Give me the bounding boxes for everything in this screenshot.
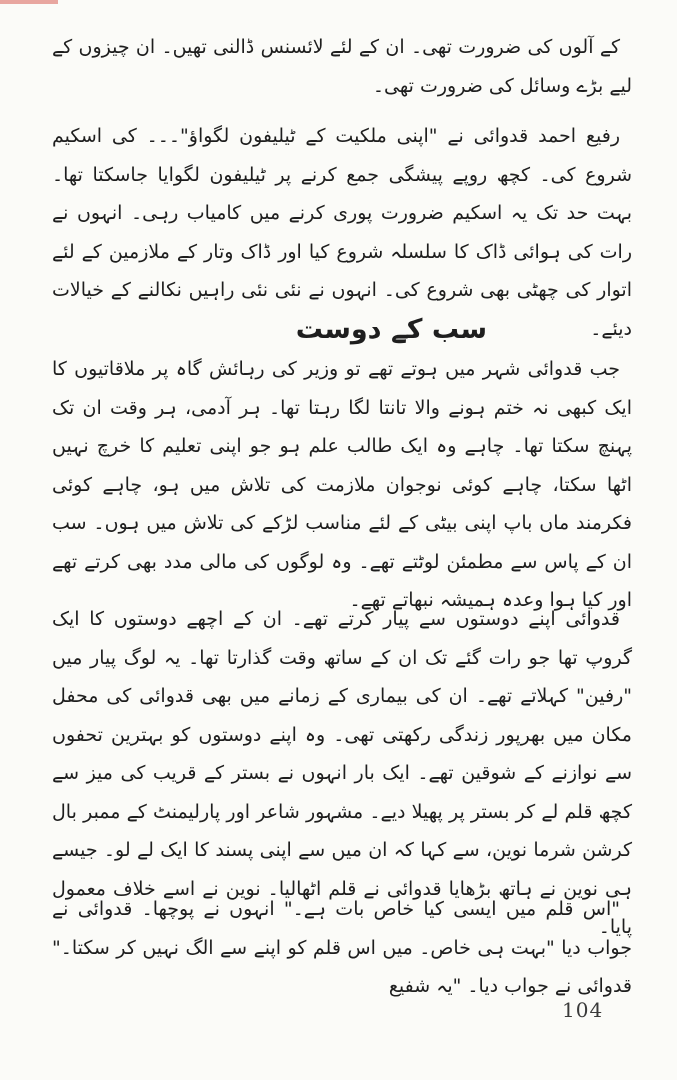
paragraph-3	[52, 350, 632, 620]
paragraph-1-text: کے آلوں کی ضرورت تھی۔ ان کے لئے لائسنس ڈالنی تھیں۔ ان چیزوں کے لیے بڑے وسائل کی ضرورت تھی۔	[52, 36, 632, 97]
paragraph-5-text: "اس قلم میں ایسی کیا خاص بات ہے۔" انہوں نے پوچھا۔ قدوائی نے جواب دیا "بہت ہی خاص۔ میں اس قلم کو اپنے سے الگ نہیں کر سکتا۔" قدوائی نے جواب دیا۔ "یہ شفیع	[52, 898, 632, 997]
page-number: 104	[562, 998, 604, 1022]
paragraph-2-text: رفیع احمد قدوائی نے "اپنی ملکیت کے ٹیلیفون لگواؤ"۔۔۔ کی اسکیم شروع کی۔ کچھ روپے پیشگی جمع کرنے پر ٹیلیفون لگوایا جاسکتا تھا۔ بہت حد تک یہ اسکیم ضرورت پوری کرنے میں کامیاب رہی۔ انہوں نے رات کی ہوائی ڈاک کا سلسلہ شروع کیا اور ڈاک وتار کے ملازمین کے لئے اتوار کی چھٹی بھی شروع کی۔ انہوں نے نئی نئی راہیں نکالنے کے خیالات دیئے۔	[52, 125, 632, 340]
section-heading: سب کے دوست	[295, 314, 487, 345]
paragraph-1	[52, 28, 632, 105]
paragraph-4-text: قدوائی اپنے دوستوں سے پیار کرتے تھے۔ ان کے اچھے دوستوں کا ایک گروپ تھا جو رات گئے تک ان کے ساتھ وقت گذارتا تھا۔ یہ لوگ پیار میں "رفین" کہلاتے تھے۔ ان کی بیماری کے زمانے میں بھی قدوائی کی محفل مکان میں بھرپور زندگی رکھتی تھی۔ وہ اپنے دوستوں کو بہترین تحفوں سے نوازنے کے شوقین تھے۔ ایک بار انہوں نے بستر کے قریب کی میز سے کچھ قلم لے کر بستر پر پھیلا دیے۔ مشہور شاعر اور پارلیمنٹ کے ممبر بال کرشن شرما نوین، سے کہا کہ ان میں سے اپنی پسند کا ایک لے لو۔ جیسے ہی نوین نے ہاتھ بڑھایا قدوائی نے قلم اٹھالیا۔ نوین نے اسے خلاف معمول پایا۔	[52, 608, 632, 938]
paragraph-5	[52, 890, 632, 1006]
corner-mark	[0, 0, 58, 4]
paragraph-3-text: جب قدوائی شہر میں ہوتے تھے تو وزیر کی رہائش گاہ پر ملاقاتیوں کا ایک کبھی نہ ختم ہونے والا تانتا لگا رہتا تھا۔ ہر آدمی، ہر وقت ان تک پہنچ سکتا تھا۔ چاہے وہ ایک طالب علم ہو جو اپنی تعلیم کا خرچ نہیں اٹھا سکتا، چاہے کوئی نوجوان ملازمت کی تلاش میں ہو، چاہے کوئی فکرمند ماں باپ اپنی بیٹی کے لئے مناسب لڑکے کی تلاش میں ہوں۔ سب ان کے پاس سے مطمئن لوٹتے تھے۔ وہ لوگوں کی مالی مدد بھی کرتے تھے اور کیا ہوا وعدہ ہمیشہ نبھاتے تھے۔	[52, 358, 632, 611]
